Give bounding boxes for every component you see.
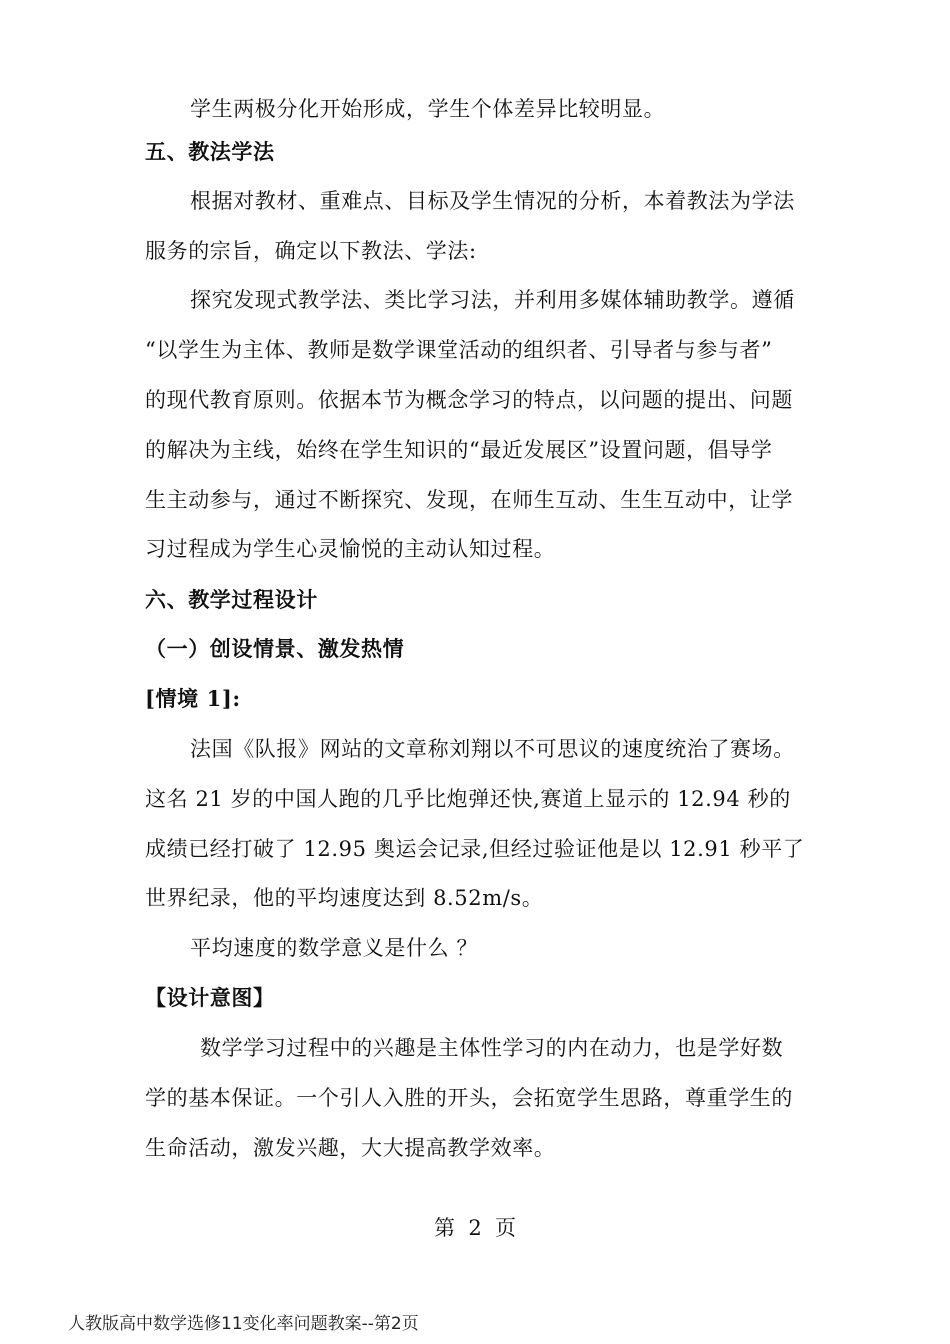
body-line-6: 的现代教育原则。依据本节为概念学习的特点，以问题的提出、问题 [145,388,793,412]
body-line-2: 根据对教材、重难点、目标及学生情况的分析，本着教法为学法 [190,189,795,213]
body-line-12: 成绩已经打破了 12.95 奥运会记录,但经过验证他是以 12.91 秒平了 [145,837,805,861]
body-line-8: 生主动参与，通过不断探究、发现，在师生互动、生生互动中，让学 [145,488,793,512]
section-heading-5: 五、教法学法 [145,139,275,164]
body-line-9: 习过程成为学生心灵愉悦的主动认知过程。 [145,537,556,561]
question-line: 平均速度的数学意义是什么 ？ [190,936,479,960]
body-line-13: 世界纪录，他的平均速度达到 8.52m/s。 [145,886,544,910]
scenario-label: [情境 1]: [145,686,241,711]
design-intent-heading: 【设计意图】 [145,985,275,1010]
body-line-4: 探究发现式教学法、类比学习法，并利用多媒体辅助教学。遵循 [190,288,795,312]
body-line-3: 服务的宗旨，确定以下教法、学法: [145,239,477,263]
page-number: 第 2 页 [433,1216,517,1240]
body-line-16: 生命活动，激发兴趣，大大提高教学效率。 [145,1136,556,1160]
body-line-10: 法国《队报》网站的文章称刘翔以不可思议的速度统治了赛场。 [190,737,795,761]
subsection-heading-1: （一）创设情景、激发热情 [145,636,405,661]
body-line-11: 这名 21 岁的中国人跑的几乎比炮弹还快,赛道上显示的 12.94 秒的 [145,787,791,811]
body-line-1: 学生两极分化开始形成，学生个体差异比较明显。 [190,97,666,121]
body-line-5: “以学生为主体、教师是数学课堂活动的组织者、引导者与参与者” [145,338,773,362]
body-line-7: 的解决为主线，始终在学生知识的“最近发展区”设置问题，倡导学 [145,438,773,462]
footer-caption: 人教版高中数学选修11变化率问题教案--第2页 [68,1314,419,1334]
body-line-14: 数学学习过程中的兴趣是主体性学习的内在动力，也是学好数 [200,1036,784,1060]
body-line-15: 学的基本保证。一个引人入胜的开头，会拓宽学生思路，尊重学生的 [145,1086,793,1110]
section-heading-6: 六、教学过程设计 [145,587,318,612]
